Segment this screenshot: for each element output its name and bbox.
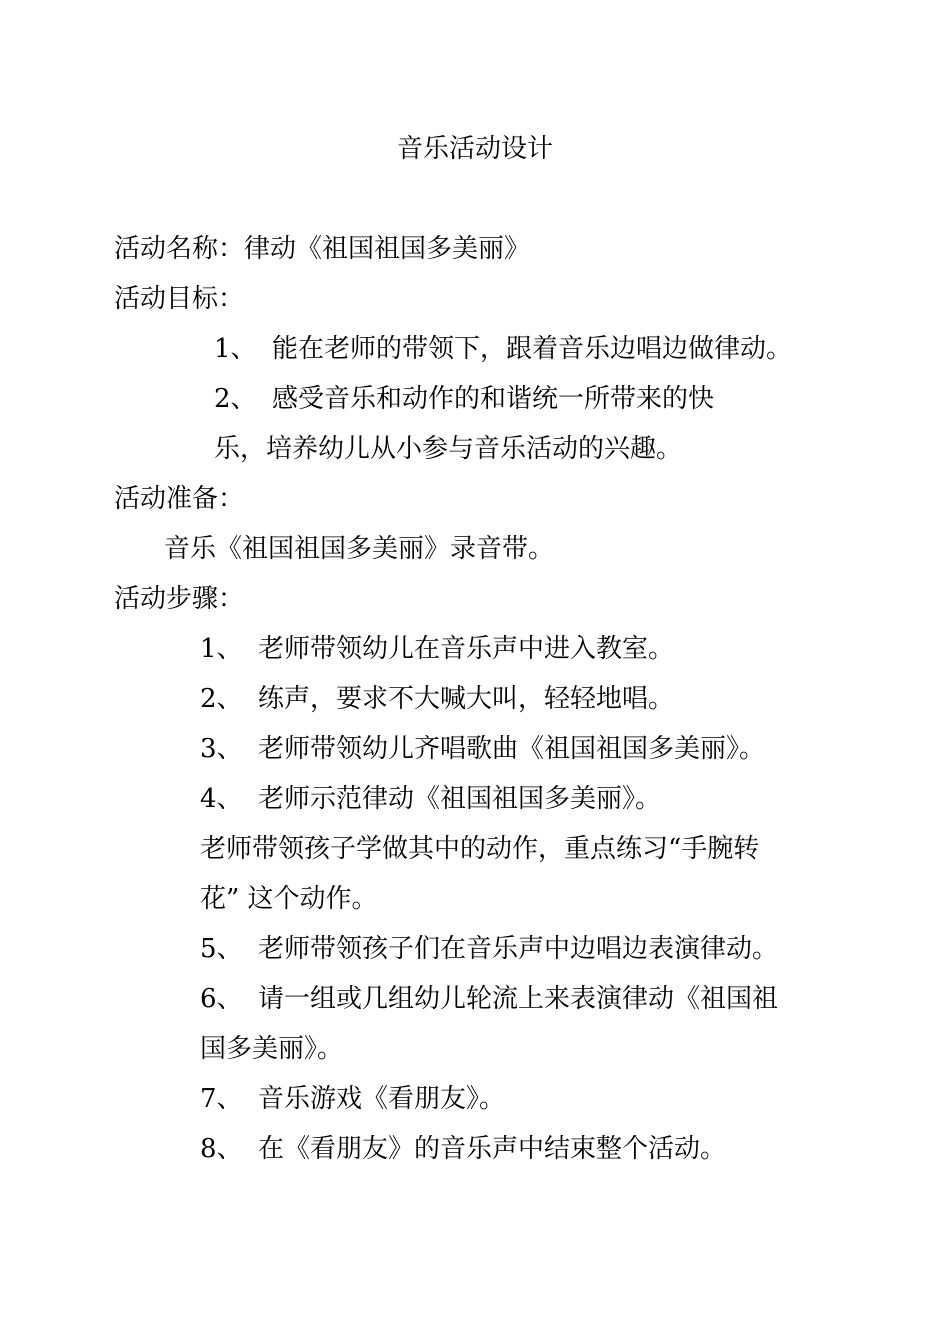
step-item-3 <box>200 734 765 764</box>
step-text: 老师示范律动《祖国祖国多美丽》。 <box>258 784 662 814</box>
step-text: 老师带领孩子们在音乐声中边唱边表演律动。 <box>258 934 779 964</box>
step-number: 7、 <box>200 1084 243 1114</box>
prep-heading: 活动准备： <box>114 484 245 514</box>
step4-detail-line2: 花” 这个动作。 <box>200 884 378 914</box>
step6-continuation: 国多美丽》。 <box>200 1034 344 1064</box>
step-item-4 <box>200 784 661 814</box>
step-number: 6、 <box>200 984 243 1014</box>
step-item-6 <box>200 984 778 1014</box>
step-number: 8、 <box>200 1134 243 1164</box>
step-text: 在《看朋友》的音乐声中结束整个活动。 <box>258 1134 727 1164</box>
step-item-8 <box>200 1134 726 1164</box>
step-text: 老师带领幼儿在音乐声中进入教室。 <box>258 634 675 664</box>
step-text: 练声，要求不大喊大叫，轻轻地唱。 <box>258 684 675 714</box>
goal-continuation: 乐，培养幼儿从小参与音乐活动的兴趣。 <box>214 434 683 464</box>
step-text: 请一组或几组幼儿轮流上来表演律动《祖国祖 <box>258 984 779 1014</box>
goal-number: 2、 <box>214 384 257 414</box>
step-text: 老师带领幼儿齐唱歌曲《祖国祖国多美丽》。 <box>258 734 766 764</box>
step-text: 音乐游戏《看朋友》。 <box>258 1084 506 1114</box>
goal-text: 感受音乐和动作的和谐统一所带来的快 <box>272 384 715 414</box>
goal-text: 能在老师的带领下，跟着音乐边唱边做律动。 <box>272 334 793 364</box>
step4-detail-line1: 老师带领孩子学做其中的动作，重点练习“手腕转 <box>200 834 760 864</box>
step-item-1 <box>200 634 674 664</box>
step-item-7 <box>200 1084 505 1114</box>
document-title: 音乐活动设计 <box>396 134 553 164</box>
step-number: 1、 <box>200 634 243 664</box>
step-item-5 <box>200 934 778 964</box>
steps-heading: 活动步骤： <box>114 584 245 614</box>
goals-heading: 活动目标： <box>114 284 245 314</box>
activity-name: 活动名称：律动《祖国祖国多美丽》 <box>114 234 531 264</box>
step-number: 3、 <box>200 734 243 764</box>
step-number: 2、 <box>200 684 243 714</box>
goal-item-2 <box>214 384 714 414</box>
step-item-2 <box>200 684 674 714</box>
goal-number: 1、 <box>214 334 257 364</box>
goal-item-1 <box>214 334 792 364</box>
prep-text: 音乐《祖国祖国多美丽》录音带。 <box>164 534 555 564</box>
step-number: 5、 <box>200 934 243 964</box>
step-number: 4、 <box>200 784 243 814</box>
